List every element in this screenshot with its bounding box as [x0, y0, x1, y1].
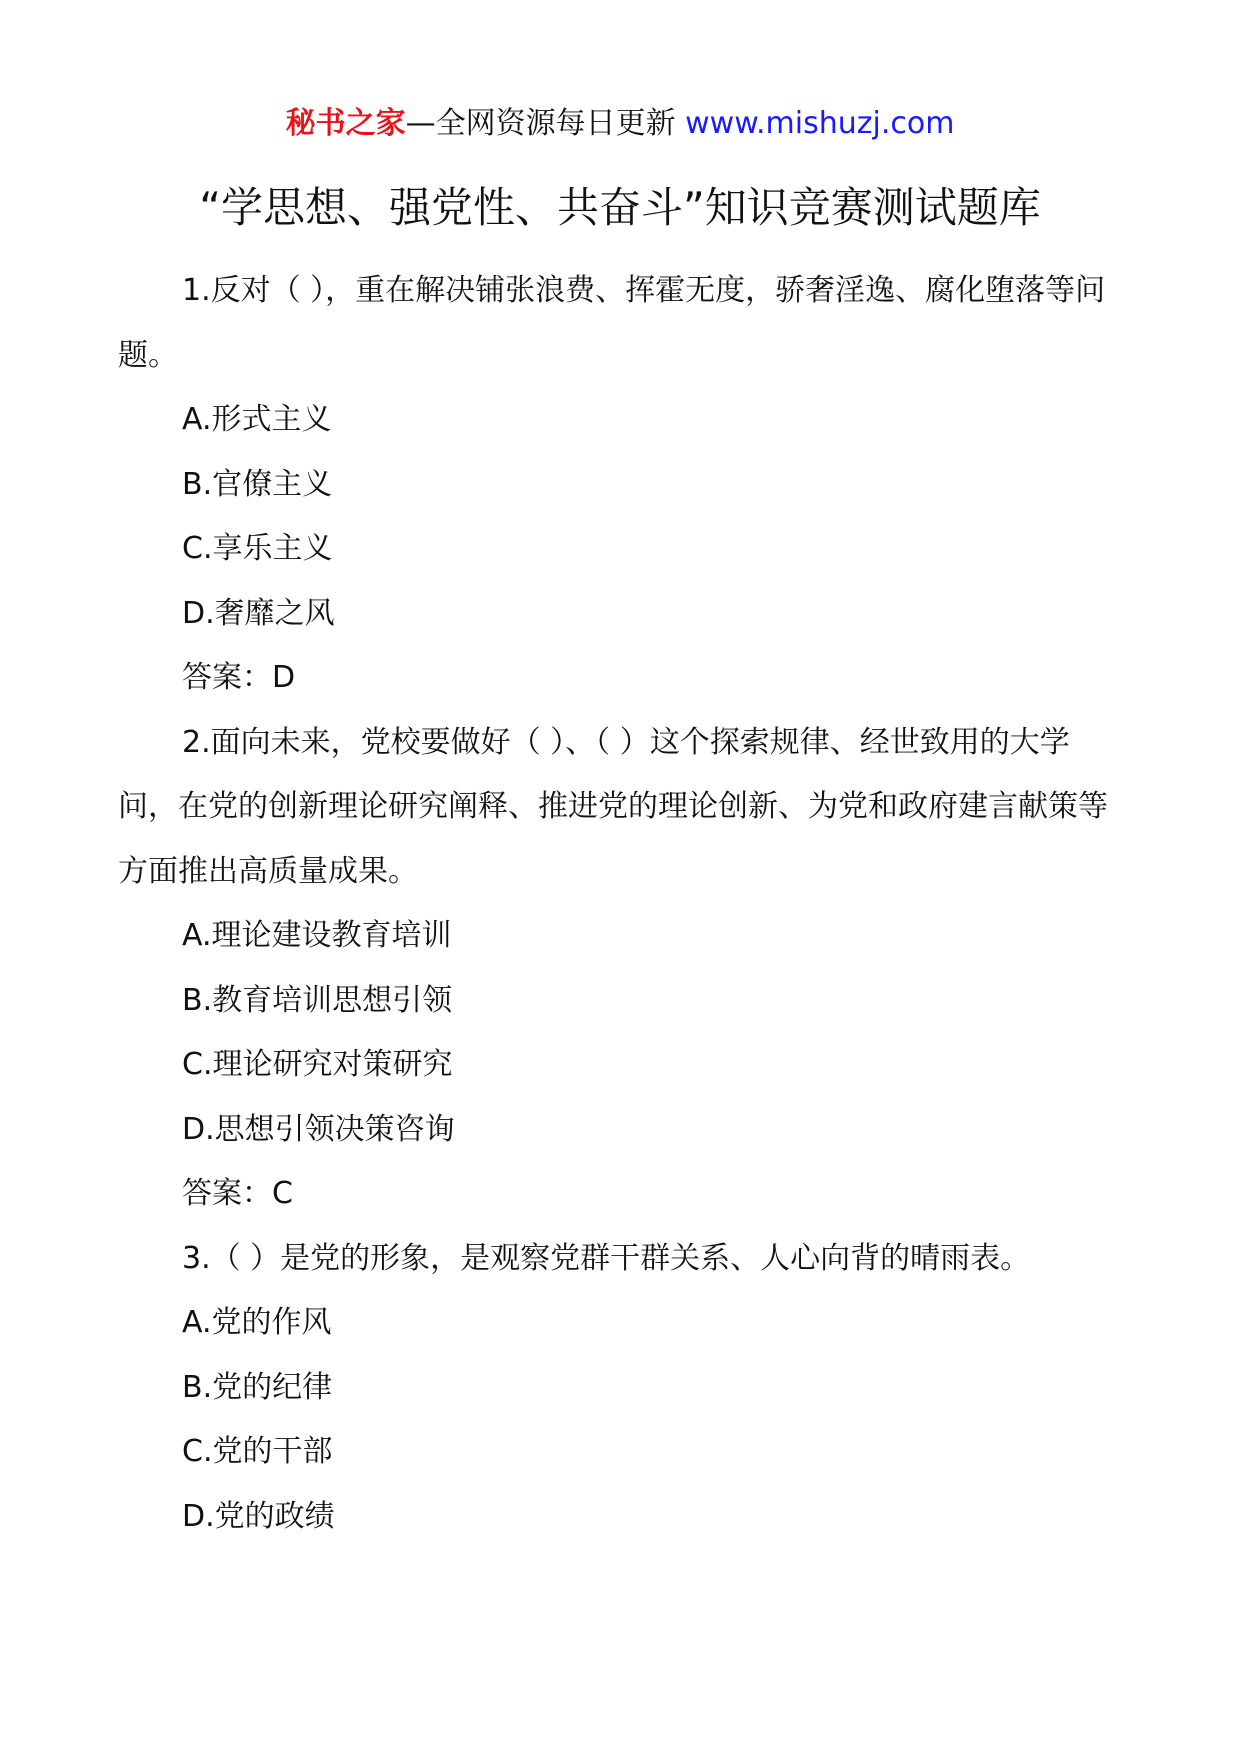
option-b: B.官僚主义 [182, 466, 333, 502]
brand-name: 秘书之家 [285, 106, 406, 141]
option-a: A.理论建设教育培训 [182, 918, 452, 953]
question-stem: 2.面向未来，党校要做好（ ）、（ ）这个探索规律、经世致用的大学问，在党的创新理论研究阐释、推进党的理论创新、为党和政府建言献策等方面推出高质量成果。 [118, 724, 1108, 889]
question-stem: 3.（ ）是党的形象，是观察党群干群关系、人心向背的晴雨表。 [182, 1240, 1031, 1276]
option-b: B.党的纪律 [182, 1369, 333, 1405]
website-link[interactable]: www.mishuzj.com [685, 106, 955, 141]
option-c: C.理论研究对策研究 [182, 1047, 453, 1082]
option-a: A.党的作风 [182, 1305, 332, 1340]
question-list [118, 259, 1128, 1549]
option-a: A.形式主义 [182, 402, 332, 437]
header-banner [0, 100, 1240, 148]
option-c: C.党的干部 [182, 1434, 333, 1469]
answer: 答案：C [182, 1176, 293, 1211]
option-d: D.奢靡之风 [182, 595, 335, 631]
answer: 答案：D [182, 660, 296, 695]
option-d: D.思想引领决策咨询 [182, 1111, 455, 1147]
option-c: C.享乐主义 [182, 531, 333, 566]
document-title: “学思想、强党性、共奋斗”知识竞赛测试题库 [199, 183, 1041, 232]
option-b: B.教育培训思想引领 [182, 982, 453, 1018]
question-stem: 1.反对（ ），重在解决铺张浪费、挥霍无度，骄奢淫逸、腐化堕落等问题。 [118, 273, 1106, 373]
header-tagline: —全网资源每日更新 [405, 106, 686, 141]
option-d: D.党的政绩 [182, 1498, 335, 1534]
